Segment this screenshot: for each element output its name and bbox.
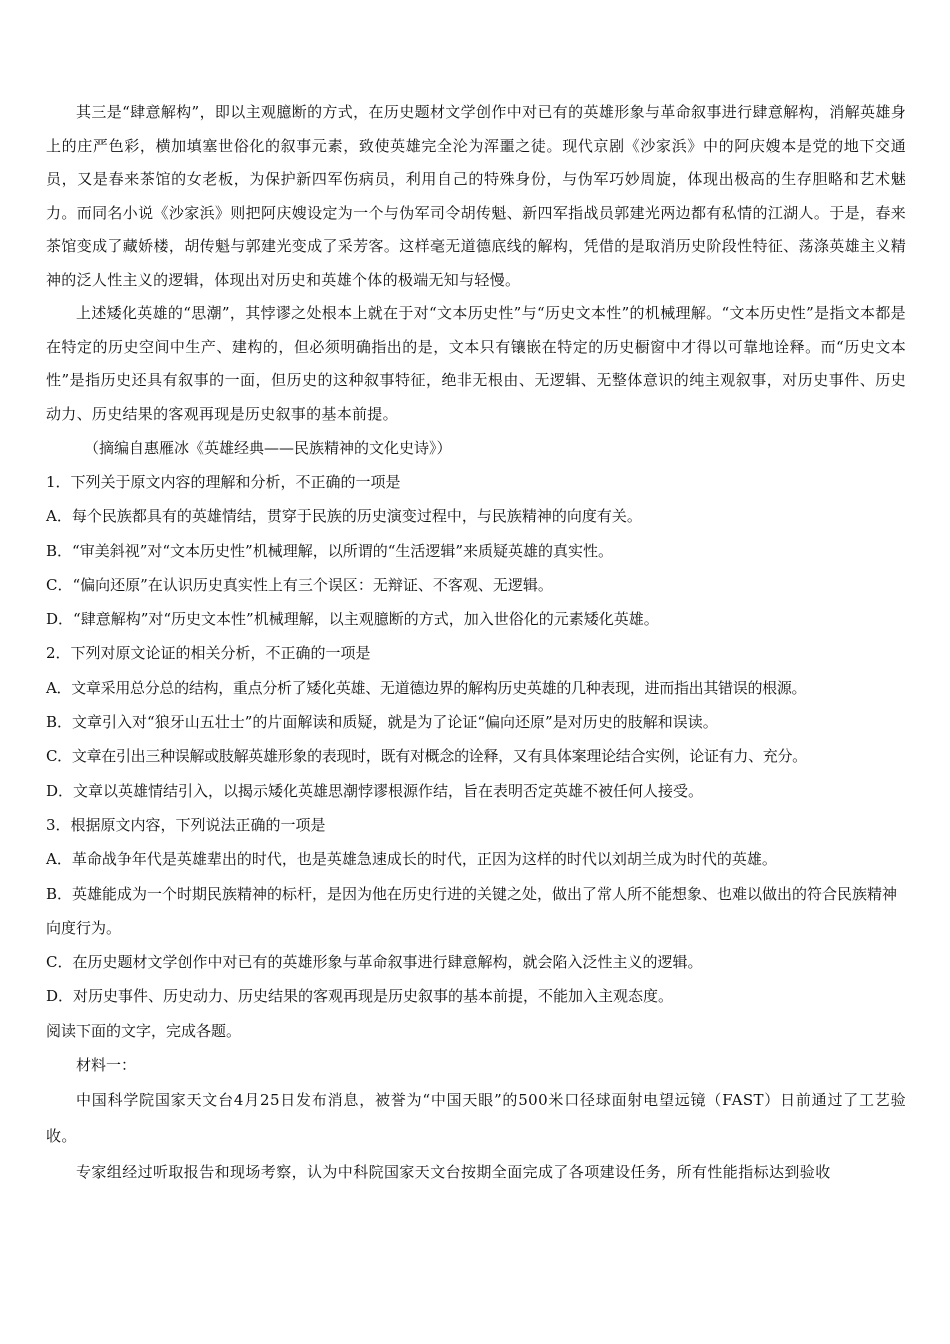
- question-2-option-a: A．文章采用总分总的结构，重点分析了矮化英雄、无道德边界的解构历史英雄的几种表现，进而指出其错误的根源。: [46, 678, 807, 697]
- question-2-option-c: C．文章在引出三种误解或肢解英雄形象的表现时，既有对概念的诠释，又有具体案理论结合实例，论证有力、充分。: [46, 747, 807, 766]
- passage-citation: （摘编自惠雁冰《英雄经典——民族精神的文化史诗》）: [84, 439, 452, 457]
- question-3-stem: 3．根据原文内容，下列说法正确的一项是: [46, 815, 326, 834]
- reading-instruction: 阅读下面的文字，完成各题。: [46, 1021, 242, 1040]
- document-page: [46, 96, 906, 1190]
- question-2-option-b: B．文章引入对“狼牙山五壮士”的片面解读和质疑，就是为了论证“偏向还原”是对历史的肢解和误读。: [46, 713, 718, 732]
- question-2-option-d: D．文章以英雄情结引入，以揭示矮化英雄思潮悖谬根源作结，旨在表明否定英雄不被任何人接受。: [46, 781, 704, 800]
- question-1-option-a: A．每个民族都具有的英雄情结，贯穿于民族的历史演变过程中，与民族精神的向度有关。: [46, 507, 642, 526]
- question-3-option-b: B．英雄能成为一个时期民族精神的标杆，是因为他在历史行进的关键之处，做出了常人所不能想象、也难以做出的符合民族精神向度行为。: [46, 884, 898, 937]
- question-1-option-c: C．“偏向还原”在认识历史真实性上有三个误区：无辩证、不客观、无逻辑。: [46, 575, 553, 594]
- passage-paragraph-1: 其三是“肆意解构”，即以主观臆断的方式，在历史题材文学创作中对已有的英雄形象与革命叙事进行肆意解构，消解英雄身上的庄严色彩，横加填塞世俗化的叙事元素，致使英雄完全沦为浑噩之徒。现代京剧《沙家浜》中的阿庆嫂本是党的地下交通员，又是春来茶馆的女老板，为保护新四军伤病员，利用自己的特殊身份，与伪军巧妙周旋，体现出极高的生存胆略和艺术魅力。而同名小说《沙家浜》则把阿庆嫂设定为一个与伪军司令胡传魁、新四军指战员郭建光两边都有私情的江湖人。于是，春来茶馆变成了藏娇楼，胡传魁与郭建光变成了采芳客。这样毫无道德底线的解构，凭借的是取消历史阶段性特征、荡涤英雄主义精神的泛人性主义的逻辑，体现出对历史和英雄个体的极端无知与轻慢。: [46, 103, 906, 289]
- passage-paragraph-2: 上述矮化英雄的“思潮”，其悖谬之处根本上就在于对“文本历史性”与“历史文本性”的机械理解。“文本历史性”是指文本都是在特定的历史空间中生产、建构的，但必须明确指出的是，文本只有镶嵌在特定的历史橱窗中才得以可靠地诠释。而“历史文本性”是指历史还具有叙事的一面，但历史的这种叙事特征，绝非无根由、无逻辑、无整体意识的纯主观叙事，对历史事件、历史动力、历史结果的客观再现是历史叙事的基本前提。: [46, 304, 906, 423]
- question-3-option-c: C．在历史题材文学创作中对已有的英雄形象与革命叙事进行肆意解构，就会陷入泛性主义的逻辑。: [46, 953, 703, 972]
- question-1-stem: 1．下列关于原文内容的理解和分析，不正确的一项是: [46, 473, 401, 491]
- question-2-stem: 2．下列对原文论证的相关分析，不正确的一项是: [46, 644, 371, 663]
- question-3-option-a: A．革命战争年代是英雄辈出的时代，也是英雄急速成长的时代，正因为这样的时代以刘胡兰成为时代的英雄。: [46, 850, 777, 869]
- question-3-option-d: D．对历史事件、历史动力、历史结果的客观再现是历史叙事的基本前提，不能加入主观态度。: [46, 987, 674, 1006]
- material-paragraph-1: 中国科学院国家天文台4月25日发布消息，被誉为“中国天眼”的500米口径球面射电望远镜（FAST）日前通过了工艺验收。: [46, 1091, 906, 1146]
- question-1-option-d: D．“肆意解构”对“历史文本性”机械理解，以主观臆断的方式，加入世俗化的元素矮化英雄。: [46, 610, 659, 629]
- question-1-option-b: B．“审美斜视”对“文本历史性”机械理解，以所谓的“生活逻辑”来质疑英雄的真实性。: [46, 541, 614, 560]
- material-paragraph-2: 专家组经过听取报告和现场考察，认为中科院国家天文台按期全面完成了各项建设任务，所有性能指标达到验收: [76, 1163, 831, 1182]
- material-label: 材料一：: [76, 1056, 137, 1075]
